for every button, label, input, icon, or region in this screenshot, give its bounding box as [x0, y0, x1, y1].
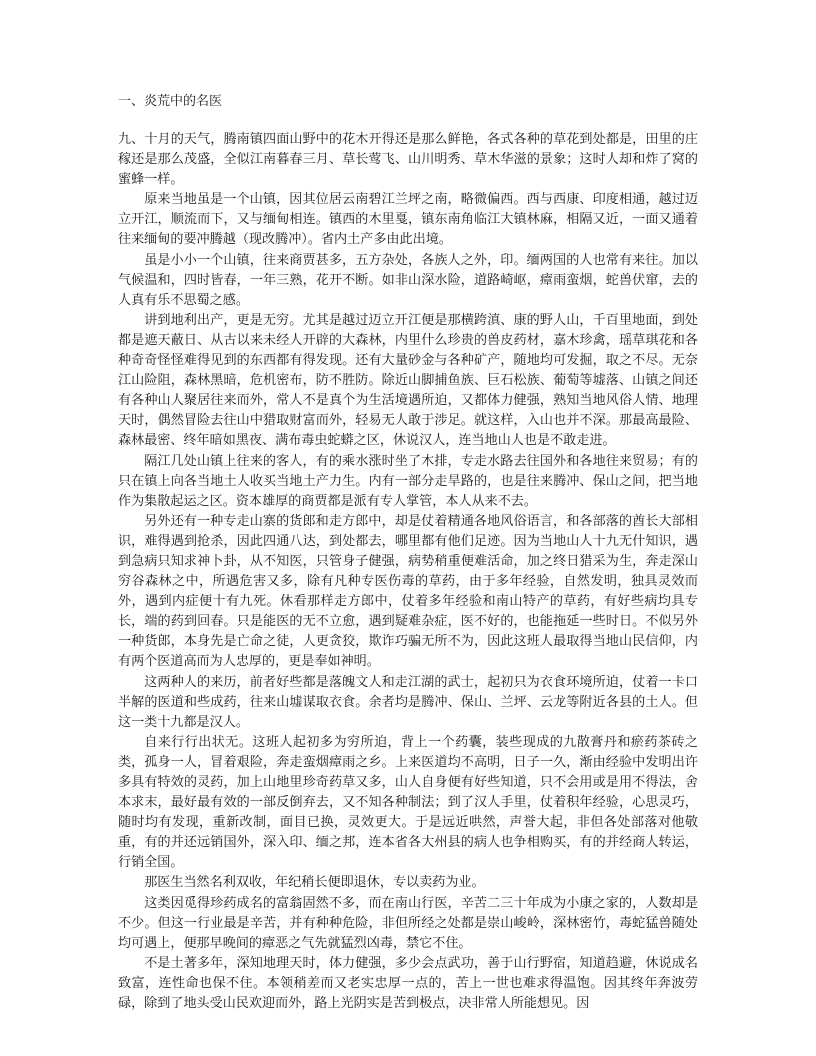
chapter-heading: 一、炎荒中的名医	[118, 94, 223, 109]
paragraph: 那医生当然名利双收，年纪稍长便即退休，专以卖药为业。	[144, 875, 485, 891]
paragraph: 这两种人的来历，前者好些都是落魄文人和走江湖的武士，起初只为衣食环境所迫，仗着一卡口半解的医道和些成药，往来山墟谋取衣食。余者均是腾冲、保山、兰坪、云龙等附近各县的土人。但这一类十九都是汉人。	[118, 674, 698, 730]
paragraph: 不是土著多年，深知地理天时，体力健强，多少会点武功，善于山行野宿，知道趋避，休说成名致富，连性命也保不住。本领稍差而又老实忠厚一点的，苦上一世也难求得温饱。因其终年奔波劳碌，除到了地头受山民欢迎而外，路上光阴实是苦到极点，决非常人所能想见。因	[118, 955, 698, 1012]
paragraph: 九、十月的天气，腾南镇四面山野中的花木开得还是那么鲜艳，各式各种的草花到处都是，田里的庄稼还是那么茂盛，全似江南暮春三月、草长莺飞、山川明秀、草木华滋的景象；这时人却和炸了窝的蜜蜂一样。	[118, 132, 698, 188]
paragraph: 原来当地虽是一个山镇，因其位居云南碧江兰坪之南，略微偏西。西与西康、印度相通，越过迈立开江，顺流而下，又与缅甸相连。镇西的木里戛，镇东南角临江大镇林麻，相隔又近，一面又通着往来缅甸的要冲腾越（现改腾冲）。省内土产多由此出境。	[118, 192, 698, 248]
paragraph: 这类因觅得珍药成名的富翁固然不多，而在南山行医，辛苦二三十年成为小康之家的，人数却是不少。但这一行业最是辛苦，并有种种危险，非但所经之处都是崇山峻岭，深林密竹，毒蛇猛兽随处均可遇上，便那早晚间的瘴恶之气先就猛烈凶毒，禁它不住。	[118, 895, 698, 951]
paragraph: 自来行行出状无。这班人起初多为穷所迫，背上一个药囊，装些现成的九散膏丹和瘀药茶砖之类，孤身一人，冒着艰险，奔走蛮烟瘴雨之乡。上来医道均不高明，日子一久，渐由经验中发明出许多具有特效的灵药，加上山地里珍奇药草又多，山人自身便有好些知道，只不会用或是用不得法，舍本求末，最好最有效的一部反倒弃去，又不知各种制法；到了汉人手里，仗着积年经验，心思灵巧，随时均有发现，重新改制，面目已换，灵效更大。于是远近哄然，声誉大起，非但各处部落对他敬重，有的并还远销国外，深入印、缅之邦，连本省各大州县的病人也争相购买，有的并经商人转运，行销全国。	[118, 734, 698, 871]
paragraph: 虽是小小一个山镇，往来商贾甚多，五方杂处，各族人之外，印。缅两国的人也常有来往。加以气候温和，四时皆春，一年三熟，花开不断。如非山深水险，道路崎岖，瘴雨蛮烟，蛇兽伏窜，去的人真有乐不思蜀之感。	[118, 252, 698, 308]
paragraph: 讲到地利出产，更是无穷。尤其是越过迈立开江便是那横跨滇、康的野人山，千百里地面，到处都是遮天蔽日、从古以来未经人开辟的大森林，内里什么珍贵的兽皮药材，嘉木珍禽，瑶草琪花和各种奇奇怪怪难得见到的东西都有得发现。还有大量砂金与各种矿产，随地均可发掘，取之不尽。无奈江山险阻，森林黑暗，危机密布，防不胜防。除近山脚捕鱼族、巨石松族、葡萄等墟落、山镇之间还有各种山人聚居往来而外，常人不是真个为生活境遇所迫，又都体力健强，熟知当地风俗人情、地理天时，偶然冒险去往山中猎取财富而外，轻易无人敢于涉足。就这样，入山也并不深。那最高最险、森林最密、终年暗如黑夜、满布毒虫蛇蟒之区，休说汉人，连当地山人也是不敢走进。	[118, 312, 698, 449]
paragraph: 另外还有一种专走山寨的货郎和走方郎中，却是仗着精通各地风俗语言，和各部落的酋长大部相识，难得遇到抢杀，因此四通八达，到处都去，哪里都有他们足迹。因为当地山人十九无什知识，遇到急病只知求神卜卦，从不知医，只管身子健强，病势稍重便难活命，加之终日猎采为生，奔走深山穷谷森林之中，所遇危害又多，除有凡种专医伤毒的草药，由于多年经验，自然发明，独具灵效而外，遇到内症便十有九死。休看那样走方郎中，仗着多年经验和南山特产的草药，有好些病均具专长，端的药到回春。只是能医的无不立愈，遇到疑难杂症，医不好的，也能拖延一些时日。不似另外一种货郎，本身先是亡命之徒，人更贪狡，欺诈巧骗无所不为，因此这班人最取得当地山民信仰，内有两个医道高而为人忠厚的，更是奉如神明。	[118, 513, 698, 670]
paragraph: 隔江几处山镇上往来的客人，有的乘水涨时坐了木排，专走水路去往国外和各地往来贸易；有的只在镇上向各当地土人收买当地土产力生。内有一部分走旱路的，也是往来腾冲、保山之间，把当地作为集散起运之区。资本雄厚的商贾都是派有专人掌管，本人从来不去。	[118, 453, 698, 509]
body-text	[118, 130, 698, 1014]
